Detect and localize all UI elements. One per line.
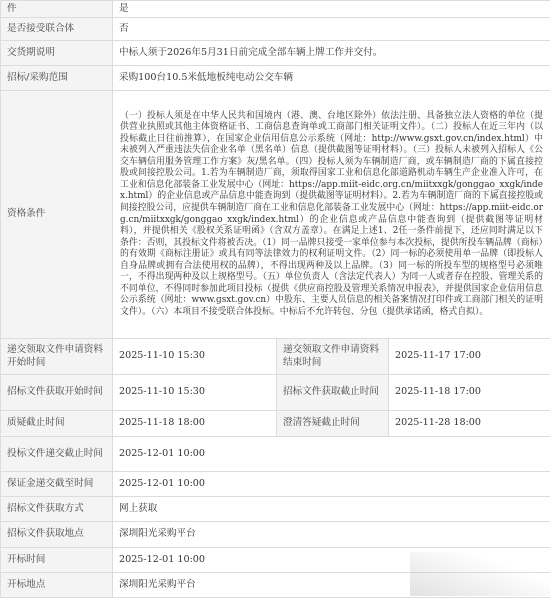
- doc-get-start-label: 招标文件获取开始时间: [1, 375, 113, 411]
- delivery-label: 交货期说明: [1, 41, 113, 66]
- consortium-value: 否: [113, 18, 550, 41]
- query-end-value: 2025-11-18 18:00: [113, 411, 277, 437]
- open-time-label: 开标时间: [1, 548, 113, 573]
- bond-end-label: 保证金递交截至时间: [1, 472, 113, 497]
- submit-end-label: 投标文件递交截止时间: [1, 437, 113, 472]
- row-consortium: [1, 18, 550, 41]
- partial-label: 件: [1, 1, 113, 18]
- row-doc-request: [1, 339, 550, 375]
- submit-end-value: 2025-12-01 10:00: [113, 437, 550, 472]
- doc-get-end-label: 招标文件获取截止时间: [277, 375, 389, 411]
- doc-request-end-value: 2025-11-17 17:00: [389, 339, 550, 375]
- row-open-place: [1, 573, 550, 598]
- open-time-value: 2025-12-01 10:00: [113, 548, 550, 573]
- get-place-label: 招标文件获取地点: [1, 522, 113, 548]
- row-submit: [1, 437, 550, 472]
- doc-get-end-value: 2025-11-18 17:00: [389, 375, 550, 411]
- row-bond: [1, 472, 550, 497]
- get-method-value: 网上获取: [113, 497, 550, 522]
- open-place-value: 深圳阳光采购平台: [113, 573, 550, 598]
- conditions-text: （一）投标人须是在中华人民共和国境内（港、澳、台地区除外）依法注册、具备独立法人资格的单位（提供营业执照或其他主体资格证书、工商信息查询单或工商部门相关证明文件）。（二）投标人在近三年内（以投标截止日往前推算），在国家企业信用信息公示系统（网址：http://www.gsxt.gov.cn/index.html）中未被列入严重违法失信企业名单（黑名单）信息（提供截图等证明材料）。（三）投标人未被列入招标人《公交车辆信用服务管理工作方案》灰/黑名单。（四）投标人须为车辆制造厂商，或车辆制造厂商的下属直接控股或间接控股公司。1.若为车辆制造厂商，须取得国家工业和信息化部道路机动车辆生产企业准入许可，在工业和信息化部装备工业发展中心（网址：https://app.miit-eidc.org.cn/miitxxgk/gonggao_xxgk/index.html）的企业信息或产品信息中能查询到（提供截图等证明材料）。2.若为车辆制造厂商的下属直接控股或间接控股公司，应提供车辆制造厂商在工业和信息化部装备工业发展中心（网址：https://app.miit-eidc.org.cn/miitxxgk/gonggao_xxgk/index.html）的企业信息或产品信息中能查询到（提供截图等证明材料），并提供相关《股权关系证明函》（含双方盖章）。在满足上述1、2任一条件前提下，还应同时满足以下条件：否则，其投标文件将被否决。（1）同一品牌只接受一家单位参与本次投标，提供所投车辆品牌（商标）的有效期《商标注册证》或具有同等法律效力的权利证明文件。（2）同一标的必须使用单一品牌（即投标人自身品牌或拥有合法使用权的品牌），不得出现两种及以上品牌。（3）同一标的所投车型的规格型号必须唯一，不得出现两种及以上规格型号。（五）单位负责人（含法定代表人）为同一人或者存在控股、管理关系的不同单位，不得同时参加此项目投标（提供《供应商控股及管理关系情况申报表》，并提供国家企业信用信息公示系统（网址：www.gsxt.gov.cn）中股东、主要人员信息的相关备案情况打印件或工商部门相关的证明文件）。（六）本项目不接受联合体投标。中标后不允许转包、分包（提供承诺函，格式自拟）。: [113, 91, 550, 339]
- consortium-label: 是否接受联合体: [1, 18, 113, 41]
- row-scope: [1, 66, 550, 91]
- get-method-label: 招标文件获取方式: [1, 497, 113, 522]
- get-place-value: 深圳阳光采购平台: [113, 522, 550, 548]
- partial-value: 是: [113, 1, 550, 18]
- clarify-end-value: 2025-11-28 18:00: [389, 411, 550, 437]
- row-partial: [1, 1, 550, 18]
- row-conditions: [1, 91, 550, 339]
- doc-request-start-value: 2025-11-10 15:30: [113, 339, 277, 375]
- row-query: [1, 411, 550, 437]
- open-place-label: 开标地点: [1, 573, 113, 598]
- row-get-method: [1, 497, 550, 522]
- row-delivery: [1, 41, 550, 66]
- query-end-label: 质疑截止时间: [1, 411, 113, 437]
- clarify-end-label: 澄清答疑截止时间: [277, 411, 389, 437]
- scope-value: 采购100台10.5米低地板纯电动公交车辆: [113, 66, 550, 91]
- row-open-time: [1, 548, 550, 573]
- row-doc-get: [1, 375, 550, 411]
- doc-request-end-label: 递交领取文件申请资料结束时间: [277, 339, 389, 375]
- doc-get-start-value: 2025-11-10 15:30: [113, 375, 277, 411]
- conditions-label: 资格条件: [1, 91, 113, 339]
- scope-label: 招标/采购范围: [1, 66, 113, 91]
- doc-request-start-label: 递交领取文件申请资料开始时间: [1, 339, 113, 375]
- row-get-place: [1, 522, 550, 548]
- delivery-value: 中标人须于2026年5月31日前完成全部车辆上牌工作并交付。: [113, 41, 550, 66]
- bond-end-value: 2025-12-01 10:00: [113, 472, 550, 497]
